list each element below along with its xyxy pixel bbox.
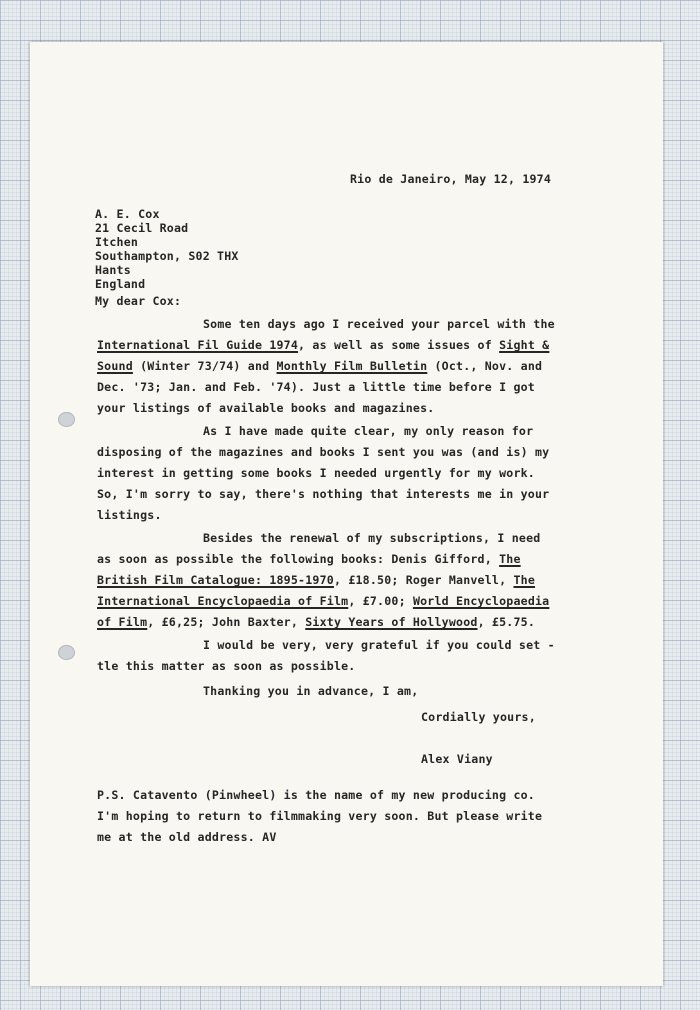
body-line: of Film, £6,25; John Baxter, Sixty Years of Hollywood, £5.75. [97,615,536,629]
body-line: your listings of available books and magazines. [97,401,435,415]
salutation: My dear Cox: [95,294,182,308]
body-line: Dec. '73; Jan. and Feb. '74). Just a little time before I got [97,380,535,394]
address-line: England [95,277,146,291]
title-sixty-years-of-hollywood: Sixty Years of Hollywood [305,615,478,629]
body-line: as soon as possible the following books: Denis Gifford, The [97,552,521,566]
ps-line: P.S. Catavento (Pinwheel) is the name of my new producing co. [97,788,535,802]
title-international-encyclopaedia-cont: International Encyclopaedia of Film [97,594,349,608]
punch-hole-lower [58,645,75,660]
title-monthly-film-bulletin: Monthly Film Bulletin [276,359,428,373]
title-british-film-catalogue-cont: British Film Catalogue: 1895-1970 [97,573,334,587]
punch-hole-upper [58,412,75,427]
address-line: A. E. Cox [95,207,160,221]
body-line: International Encyclopaedia of Film, £7.00; World Encyclopaedia [97,594,550,608]
body-line: listings. [97,508,162,522]
address-line: Itchen [95,235,139,249]
ps-line: me at the old address. AV [97,830,277,844]
body-line: Besides the renewal of my subscriptions, I need [203,531,541,545]
body-line: Sound (Winter 73/74) and Monthly Film Bulletin (Oct., Nov. and [97,359,543,373]
dateline: Rio de Janeiro, May 12, 1974 [350,172,552,186]
body-line: International Fil Guide 1974, as well as some issues of Sight & [97,338,550,352]
closing: Cordially yours, [421,710,536,724]
signature-name: Alex Viany [421,752,493,766]
title-sight-and-sound-cont: Sound [97,359,133,373]
body-line: disposing of the magazines and books I sent you was (and is) my [97,445,550,459]
address-line: 21 Cecil Road [95,221,189,235]
ps-line: I'm hoping to return to filmmaking very soon. But please write [97,809,543,823]
letter-sheet [30,42,663,986]
body-line: tle this matter as soon as possible. [97,659,356,673]
body-line: I would be very, very grateful if you could set - [203,638,555,652]
address-line: Hants [95,263,131,277]
body-line: interest in getting some books I needed urgently for my work. [97,466,535,480]
body-line: Some ten days ago I received your parcel with the [203,317,555,331]
title-world-encyclopaedia: World Encyclopaedia [412,594,550,608]
body-line: As I have made quite clear, my only reason for [203,424,534,438]
title-world-encyclopaedia-cont: of Film [97,615,148,629]
body-line: British Film Catalogue: 1895-1970, £18.50; Roger Manvell, The [97,573,536,587]
title-british-film-catalogue: The [499,552,521,566]
title-international-encyclopaedia: The [513,573,536,587]
body-line: So, I'm sorry to say, there's nothing that interests me in your [97,487,550,501]
title-sight-and-sound: Sight & [499,338,550,352]
thanks-line: Thanking you in advance, I am, [203,684,419,698]
address-line: Southampton, S02 THX [95,249,239,263]
title-international-film-guide: International Fil Guide 1974 [97,338,299,352]
